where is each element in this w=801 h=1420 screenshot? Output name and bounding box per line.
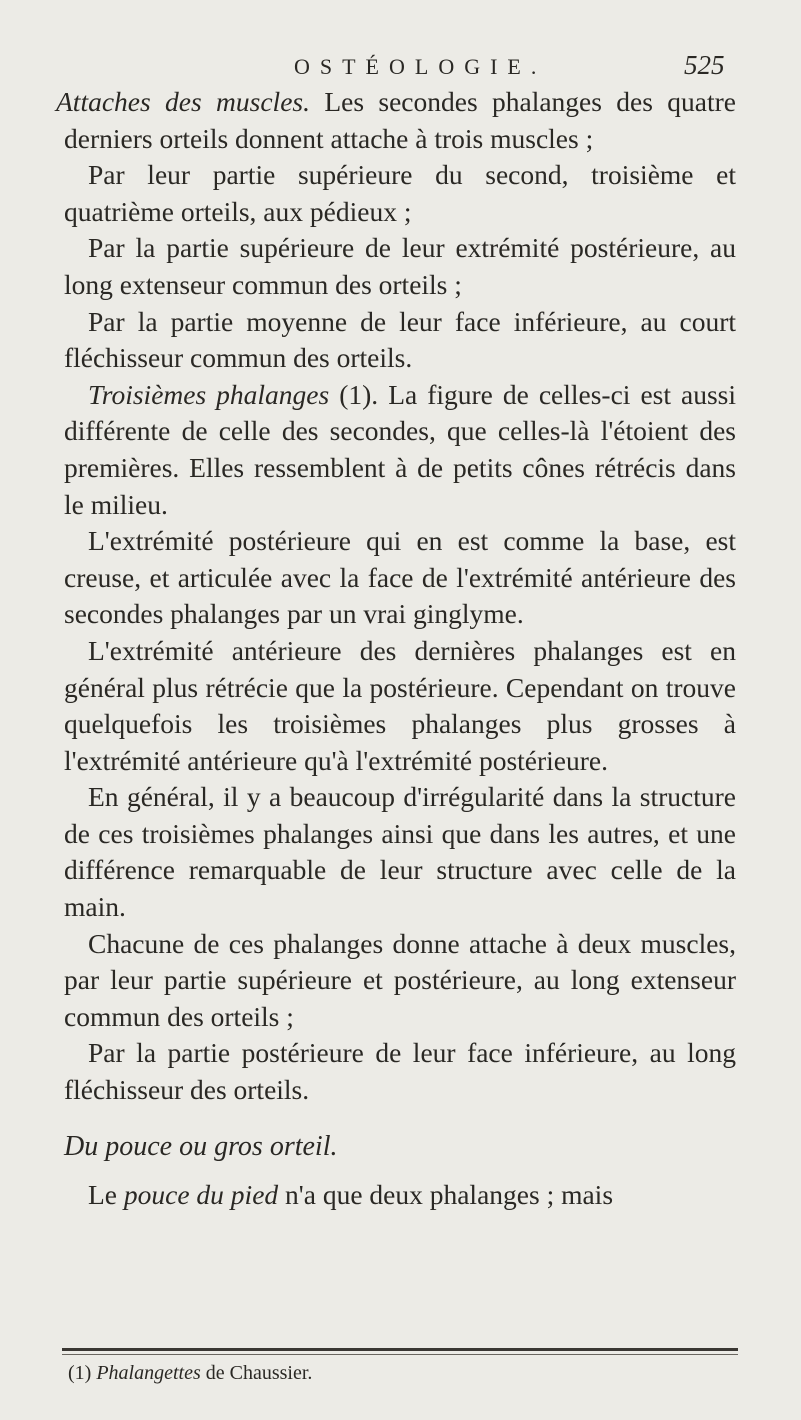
paragraph: Par la partie supérieure de leur extrémité postérieure, au long extenseur commun des orteils ; bbox=[64, 232, 736, 300]
footnote bbox=[68, 1362, 738, 1385]
paragraph: En général, il y a beaucoup d'irrégularité dans la structure de ces troisièmes phalanges ainsi que dans les autres, et une différence remarquable de leur structure avec celle de la main. bbox=[64, 781, 736, 923]
paragraph-text: Le bbox=[88, 1179, 124, 1211]
footnote-rule-thin bbox=[62, 1354, 738, 1355]
paragraph-title: Attaches des muscles. bbox=[56, 86, 310, 117]
paragraph-title: Troisièmes phalanges bbox=[88, 378, 330, 410]
paragraph: Par leur partie supérieure du second, troisième et quatrième orteils, aux pédieux ; bbox=[64, 159, 736, 227]
paragraph: Par la partie postérieure de leur face inférieure, au long fléchisseur des orteils. bbox=[64, 1037, 736, 1106]
italic-term: pouce du pied bbox=[123, 1179, 279, 1211]
footnote-italic: Phalangettes bbox=[96, 1362, 201, 1384]
paragraph: Chacune de ces phalanges donne attache à deux muscles, par leur partie supérieure et postérieure, au long extenseur commun des orteils ; bbox=[64, 927, 736, 1032]
footnote-marker: (1) bbox=[68, 1362, 92, 1384]
paragraph: Par la partie moyenne de leur face inférieure, au court fléchisseur commun des orteils. bbox=[64, 305, 736, 374]
footnote-rule bbox=[62, 1348, 738, 1351]
paragraph-text: n'a que deux phalanges ; mais bbox=[278, 1179, 614, 1211]
paragraph: L'extrémité antérieure des dernières phalanges est en général plus rétrécie que la postérieure. Cependant on trouve quelquefois les troisièmes phalanges plus grosses à l'extrémité antérieure qu'à l'extrémité postérieure. bbox=[64, 634, 736, 776]
footnote-text: de Chaussier. bbox=[200, 1362, 313, 1384]
paragraph-pouce bbox=[64, 1177, 736, 1214]
paragraph: L'extrémité postérieure qui en est comme la base, est creuse, et articulée avec la face de l'extrémité antérieure des secondes phalanges par un vrai ginglyme. bbox=[64, 525, 736, 630]
paragraph-troisiemes bbox=[64, 377, 736, 523]
body-text bbox=[56, 84, 737, 1214]
paragraph-attaches bbox=[56, 84, 736, 157]
running-title: OSTÉOLOGIE. bbox=[294, 54, 547, 79]
paragraph-text: (1). La figure de celles-ci est aussi différente de celle des secondes, que celles-là l'étoient des premières. Elles ressemblent à de petits cônes rétrécis dans le milieu. bbox=[64, 378, 737, 520]
page-number: 525 bbox=[684, 50, 725, 80]
section-heading: Du pouce ou gros orteil. bbox=[64, 1130, 338, 1162]
paragraph-text: Les secondes phalanges des quatre derniers orteils donnent attache à trois muscles ; bbox=[64, 86, 736, 154]
